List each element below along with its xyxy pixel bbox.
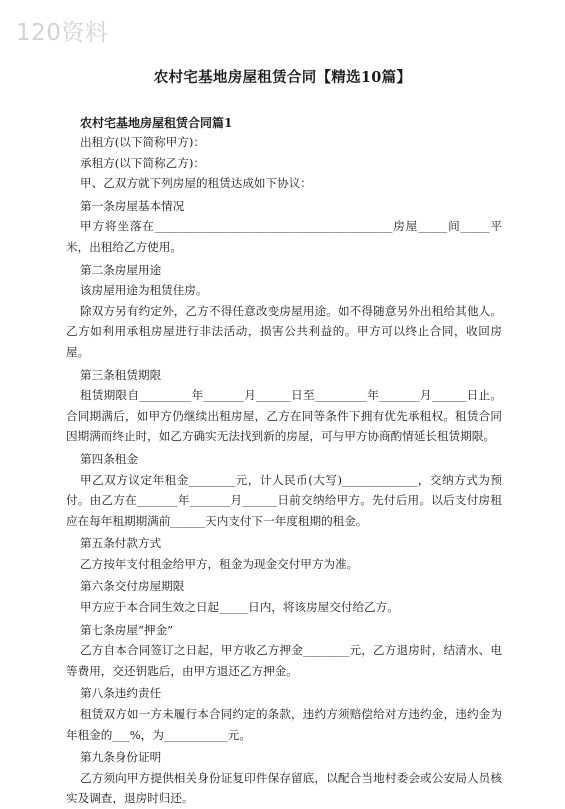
watermark: 120资料 [16,20,109,46]
paragraph: 乙方自本合同签订之日起，甲方收乙方押金________元，乙方退房时，结清水、电等费用，交还钥匙后，由甲方退还乙方押金。 [66,643,502,678]
paragraph: 除双方另有约定外，乙方不得任意改变房屋用途。如不得随意另外出租给其他人。乙方如利用承租房屋进行非法活动，损害公共利益的。甲方可以终止合同，收回房屋。 [66,303,502,359]
clause-heading: 第四条租金 [80,451,138,466]
clause-heading: 第一条房屋基本情况 [80,198,185,213]
paragraph: 租赁期限自_________年_______月______日至_________年_______月______日止。合同期满后，如甲方仍继续出租房屋，乙方在同等条件下拥有优先承租权。租赁合同因期满而终止时，如乙方确实无法找到新的房屋，可与甲方协商酌情延长租赁期限。 [66,388,502,444]
paragraph: 甲方应于本合同生效之日起_____日内，将该房屋交付给乙方。 [80,600,399,615]
clause-heading: 第二条房屋用途 [80,262,162,277]
clause-heading: 第六条交付房屋期限 [80,579,185,594]
document-body [66,132,502,809]
paragraph: 承租方(以下简称乙方)： [80,155,205,170]
clause-heading: 第八条违约责任 [80,686,162,701]
paragraph: 甲乙双方议定年租金________元，计人民币(大写)_____________，交纳方式为预付。由乙方在_______年_______月______日前交纳给甲方。先付后用。以后支付房租应在每年租期期满前______天内支付下一年度租期的租金。 [66,472,502,528]
paragraph: 乙方按年支付租金给甲方，租金为现金交付甲方为准。 [80,556,359,571]
paragraph: 租赁双方如一方未履行本合同约定的条款，违约方须赔偿给对方违约金，违约金为年租金的___%，为___________元。 [66,707,502,742]
paragraph: 出租方(以下简称甲方)： [80,135,205,149]
clause-heading: 第三条租赁期限 [80,367,162,382]
section-title: 农村宅基地房屋租赁合同篇1 [80,116,233,130]
clause-heading: 第七条房屋“押金” [80,622,174,637]
paragraph: 该房屋用途为租赁住房。 [80,283,208,298]
clause-heading: 第五条付款方式 [80,536,162,551]
paragraph: 甲、乙双方就下列房屋的租赁达成如下协议： [80,176,312,191]
paragraph: 甲方将坐落在_________________________________________房屋_____间_____平米，出租给乙方使用。 [66,219,502,254]
document-title: 农村宅基地房屋租赁合同【精选10篇】 [153,69,412,86]
paragraph: 乙方须向甲方提供相关身份证复印件保存留底，以配合当地村委会或公安局人员核实及调查，退房时归还。 [66,770,502,806]
clause-heading: 第九条身份证明 [80,750,162,765]
